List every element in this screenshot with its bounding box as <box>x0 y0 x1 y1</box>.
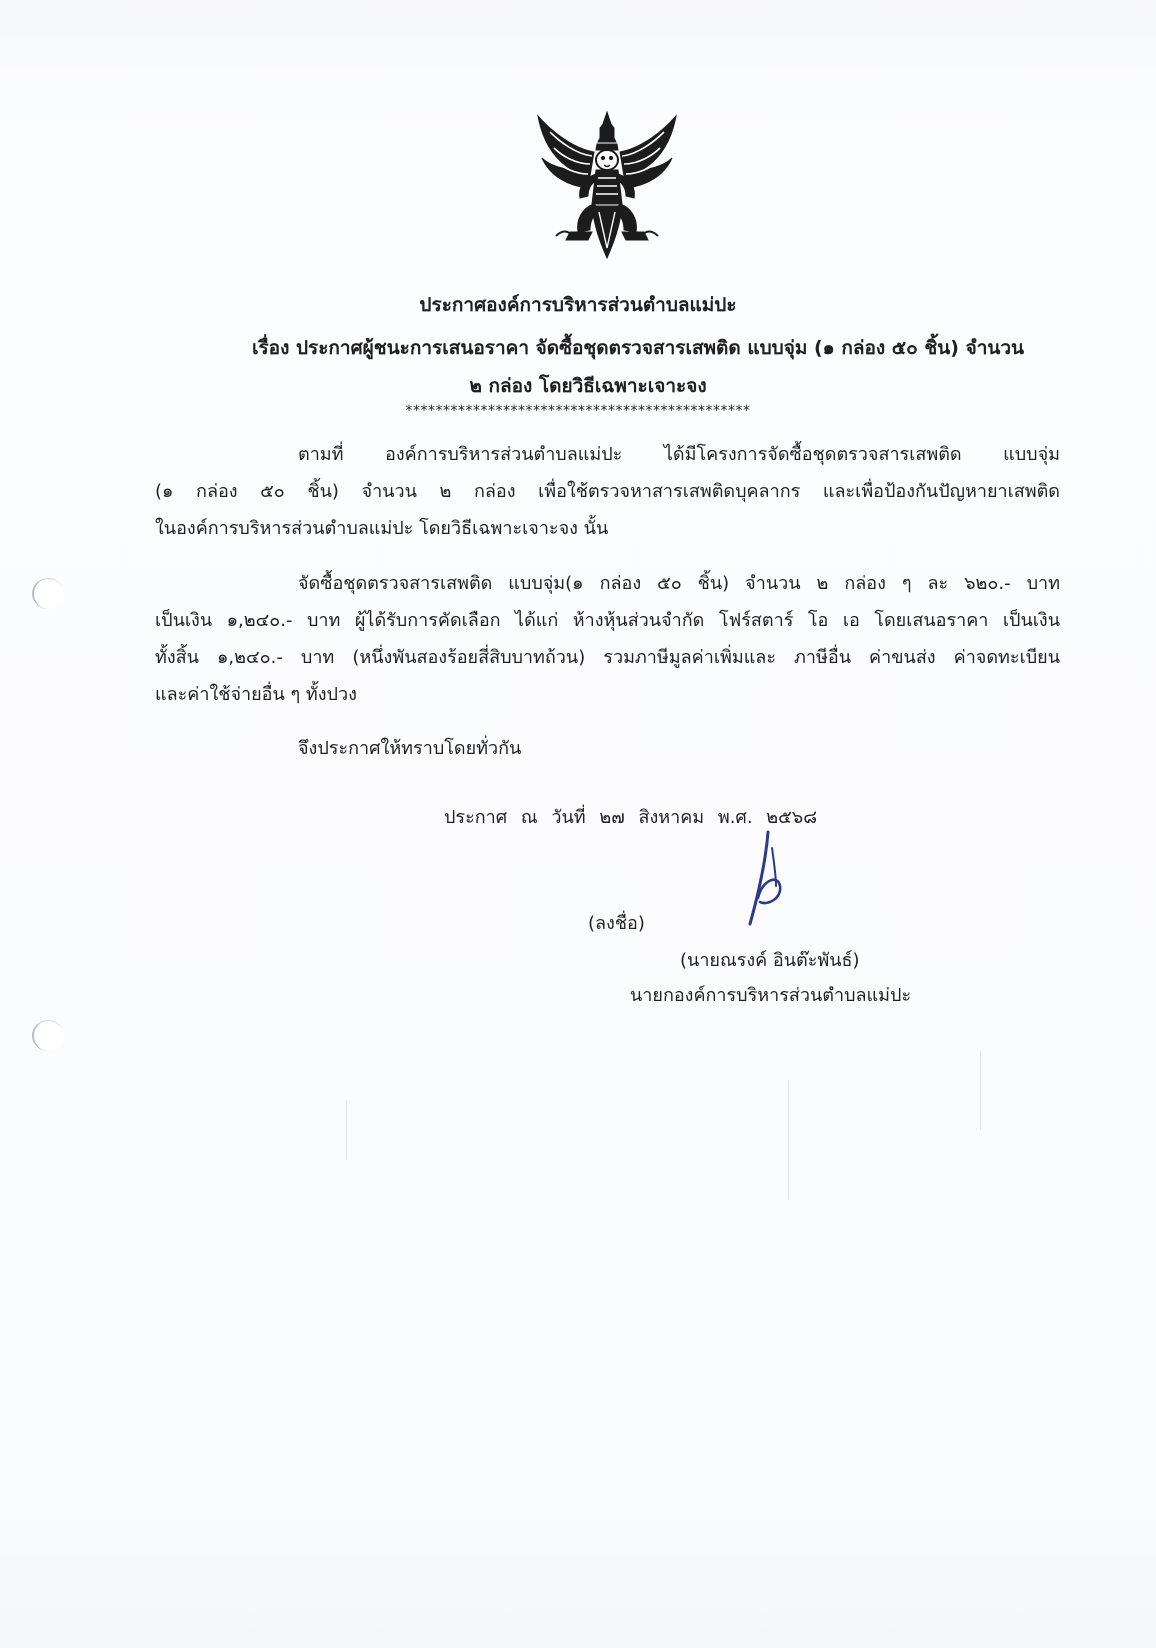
signer-position: นายกองค์การบริหารส่วนตำบลแม่ปะ <box>630 985 912 1006</box>
punch-hole <box>32 578 64 609</box>
document-subject: เรื่อง ประกาศผู้ชนะการเสนอราคา จัดซื้อชุดตรวจสารเสพติด แบบจุ่ม (๑ กล่อง ๕๐ ชิ้น) จำนวน <box>251 337 1025 359</box>
garuda-emblem-icon <box>532 108 682 264</box>
signer-name: (นายณรงค์ อินต๊ะพันธ์) <box>680 950 860 971</box>
scan-artifact <box>788 1080 789 1200</box>
paragraph-line: (๑ กล่อง ๕๐ ชิ้น) จำนวน ๒ กล่อง เพื่อใช้ตรวจหาสารเสพติดบุคลากร และเพื่อป้องกันปัญหายาเสพติด <box>155 481 1060 502</box>
punch-hole <box>32 1020 64 1051</box>
paragraph-line: เป็นเงิน ๑,๒๔๐.- บาท ผู้ได้รับการคัดเลือก ได้แก่ ห้างหุ้นส่วนจำกัด โฟร์สตาร์ โอ เอ โดยเสนอราคา เป็นเงิน <box>155 610 1060 631</box>
paragraph-award <box>155 565 1060 713</box>
signature-label: (ลงชื่อ) <box>588 913 645 934</box>
document-subject-continued: ๒ กล่อง โดยวิธีเฉพาะเจาะจง <box>469 375 707 397</box>
paragraph-line: จึงประกาศให้ทราบโดยทั่วกัน <box>298 738 522 759</box>
scan-artifact <box>980 1050 981 1130</box>
paragraph-background <box>155 436 1060 547</box>
paragraph-line: ทั้งสิ้น ๑,๒๔๐.- บาท (หนึ่งพันสองร้อยสี่สิบบาทถ้วน) รวมภาษีมูลค่าเพิ่มและ ภาษีอื่น ค่าขนส่ง ค่าจดทะเบียน <box>155 647 1060 668</box>
paragraph-line: ในองค์การบริหารส่วนตำบลแม่ปะ โดยวิธีเฉพาะเจาะจง นั้น <box>155 518 609 539</box>
paragraph-line: ตามที่ องค์การบริหารส่วนตำบลแม่ปะ ได้มีโครงการจัดซื้อชุดตรวจสารเสพติด แบบจุ่ม <box>298 444 1060 465</box>
paragraph-line: จัดซื้อชุดตรวจสารเสพติด แบบจุ่ม(๑ กล่อง ๕๐ ชิ้น) จำนวน ๒ กล่อง ๆ ละ ๖๒๐.- บาท <box>298 573 1060 594</box>
title-divider: ********************************************** <box>405 403 751 419</box>
scan-artifact <box>346 1100 347 1160</box>
paragraph-line: และค่าใช้จ่ายอื่น ๆ ทั้งปวง <box>155 684 357 705</box>
announcement-date: ประกาศ ณ วันที่ ๒๗ สิงหาคม พ.ศ. ๒๕๖๘ <box>444 807 818 828</box>
handwritten-signature <box>738 828 798 928</box>
paragraph-closing <box>155 730 1060 767</box>
document-title: ประกาศองค์การบริหารส่วนตำบลแม่ปะ <box>419 294 737 316</box>
